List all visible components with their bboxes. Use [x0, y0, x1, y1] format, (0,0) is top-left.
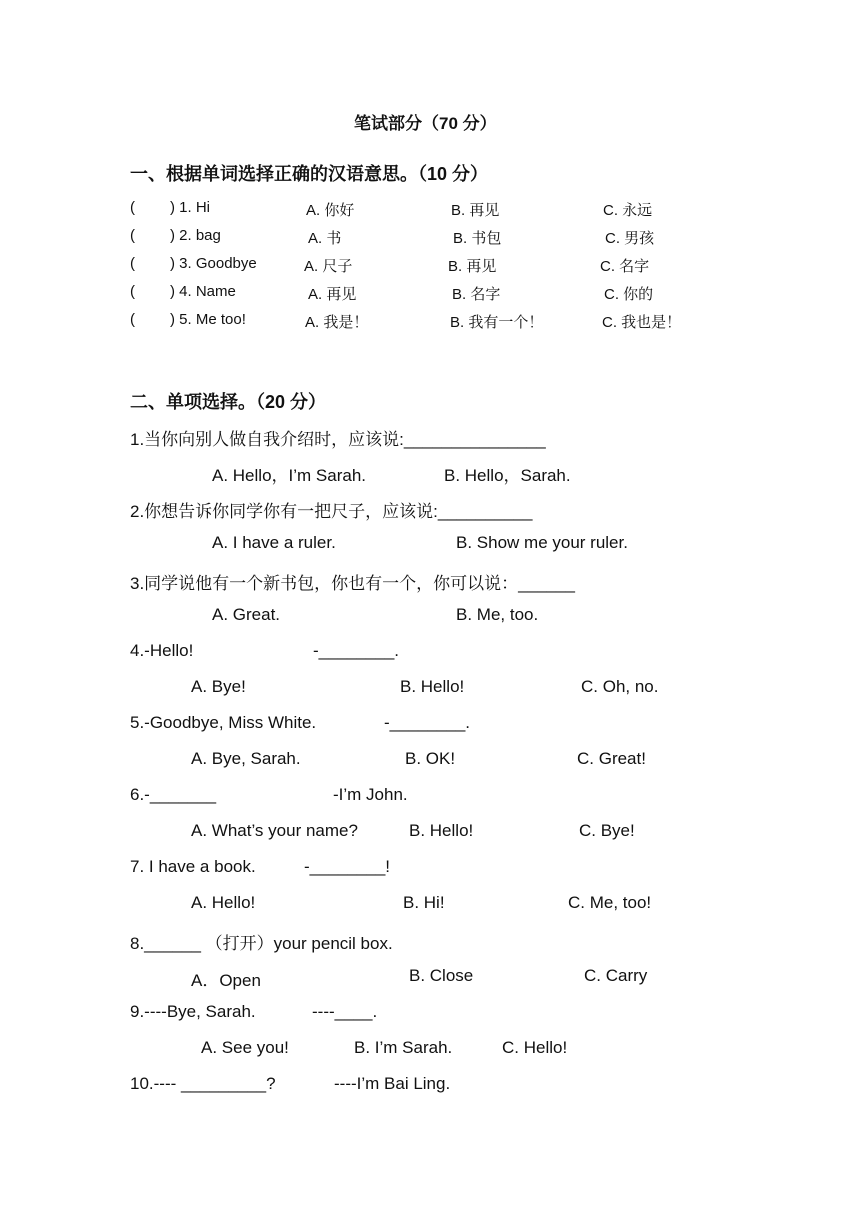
q4-option-a: A. Bye! — [191, 677, 246, 696]
option-c: C. 我也是！ — [602, 314, 682, 331]
option-a: A. 尺子 — [304, 258, 353, 275]
question-6-reply: -I’m John. — [333, 785, 408, 804]
question-word: ) 4. Name — [170, 283, 236, 300]
question-7-prompt: 7. I have a book. — [130, 857, 256, 876]
option-c: C. 永远 — [603, 202, 653, 219]
q5-option-b: B. OK! — [405, 749, 456, 768]
option-b: B. 名字 — [452, 286, 501, 303]
question-word: ) 1. Hi — [170, 199, 211, 216]
q6-option-c: C. Bye! — [579, 821, 635, 840]
option-a: A. 再见 — [308, 286, 357, 303]
answer-paren: ( — [130, 199, 135, 216]
question-word: ) 5. Me too! — [170, 311, 246, 328]
question-9-reply: ----____. — [312, 1002, 378, 1021]
q4-option-b: B. Hello! — [400, 677, 465, 696]
answer-paren: ( — [130, 283, 135, 300]
question-10-reply: ----I’m Bai Ling. — [334, 1074, 451, 1093]
q9-option-c: C. Hello! — [502, 1038, 568, 1057]
option-b: B. 我有一个！ — [450, 314, 544, 331]
q8-option-b: B. Close — [409, 966, 474, 985]
question-5-prompt: 5.-Goodbye, Miss White. — [130, 713, 317, 732]
q5-option-c: C. Great! — [577, 749, 646, 768]
q9-option-a: A. See you! — [201, 1038, 289, 1057]
option-c: C. 名字 — [600, 258, 650, 275]
section1-heading: 一、根据单词选择正确的汉语意思。（10 分） — [130, 164, 489, 184]
option-c: C. 你的 — [604, 286, 654, 303]
answer-paren: ( — [130, 255, 135, 272]
q4-option-c: C. Oh, no. — [581, 677, 659, 696]
option-a: A. 我是！ — [305, 314, 369, 331]
option-b: B. 再见 — [451, 202, 500, 219]
question-4-reply: -________. — [313, 641, 400, 660]
q8-option-c: C. Carry — [584, 966, 648, 985]
q1-option-b: B. Hello，Sarah. — [444, 466, 571, 485]
q8-option-a: A．Open — [191, 971, 261, 990]
answer-paren: ( — [130, 227, 135, 244]
question-4-prompt: 4.-Hello! — [130, 641, 194, 660]
question-6-prompt: 6.-_______ — [130, 785, 217, 804]
q2-option-a: A. I have a ruler. — [212, 533, 336, 552]
question-word: ) 3. Goodbye — [170, 255, 257, 272]
option-c: C. 男孩 — [605, 230, 655, 247]
option-b: B. 书包 — [453, 230, 502, 247]
q7-option-c: C. Me, too! — [568, 893, 652, 912]
q7-option-b: B. Hi! — [403, 893, 445, 912]
question-word: ) 2. bag — [170, 227, 221, 244]
question-10-prompt: 10.---- _________? — [130, 1074, 276, 1093]
question-1: 1.当你向别人做自我介绍时，应该说:_______________ — [130, 430, 546, 449]
answer-paren: ( — [130, 311, 135, 328]
question-2: 2.你想告诉你同学你有一把尺子，应该说:__________ — [130, 502, 533, 521]
option-a: A. 你好 — [306, 202, 355, 219]
q5-option-a: A. Bye, Sarah. — [191, 749, 301, 768]
q3-option-a: A. Great. — [212, 605, 281, 624]
q6-option-a: A. What’s your name? — [191, 821, 358, 840]
option-a: A. 书 — [308, 230, 342, 247]
q1-option-a: A. Hello，I’m Sarah. — [212, 466, 366, 485]
section2-heading: 二、单项选择。（20 分） — [130, 392, 327, 412]
q7-option-a: A. Hello! — [191, 893, 256, 912]
option-b: B. 再见 — [448, 258, 497, 275]
question-5-reply: -________. — [384, 713, 471, 732]
q3-option-b: B. Me, too. — [456, 605, 539, 624]
question-8: 8.______ （打开）your pencil box. — [130, 934, 393, 953]
q6-option-b: B. Hello! — [409, 821, 474, 840]
q9-option-b: B. I’m Sarah. — [354, 1038, 453, 1057]
question-9-prompt: 9.----Bye, Sarah. — [130, 1002, 256, 1021]
q2-option-b: B. Show me your ruler. — [456, 533, 628, 552]
page-title: 笔试部分（70 分） — [354, 114, 497, 133]
question-3: 3.同学说他有一个新书包，你也有一个，你可以说：______ — [130, 574, 575, 593]
question-7-reply: -________! — [304, 857, 391, 876]
